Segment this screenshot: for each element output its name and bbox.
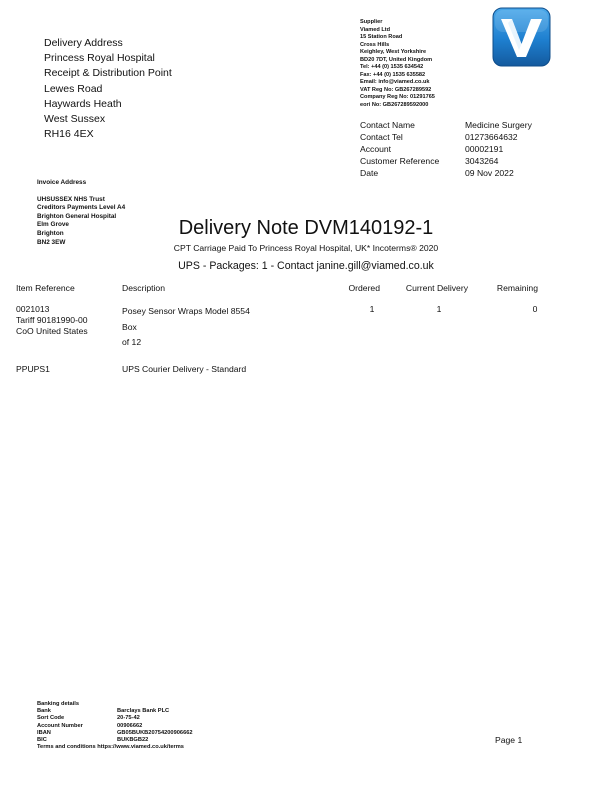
bank-row [37, 715, 193, 722]
detail-value: 00002191 [465, 144, 504, 155]
delivery-address-line: Receipt & Distribution Point [44, 67, 172, 80]
delivery-address-line: Lewes Road [44, 82, 103, 95]
delivery-address-line: RH16 4EX [44, 128, 94, 141]
header-description: Description [122, 283, 165, 293]
bank-value: BUKBGB22 [117, 737, 149, 744]
invoice-address-line: Brighton General Hospital [37, 212, 117, 220]
delivery-address-line: Haywards Heath [44, 97, 122, 110]
supplier-line: eori No: GB267289592000 [360, 102, 429, 109]
bank-key: Bank [37, 708, 51, 715]
supplier-line: Tel: +44 (0) 1535 634542 [360, 64, 424, 71]
header-item-reference: Item Reference [16, 283, 75, 293]
detail-row [360, 155, 532, 167]
description-line: Box [122, 321, 137, 332]
description-line: Posey Sensor Wraps Model 8554 [122, 306, 250, 316]
bank-key: BIC [37, 737, 47, 744]
delivery-address-line: West Sussex [44, 113, 106, 126]
item-tariff: Tariff 90181990-00 [16, 315, 88, 326]
bank-row [37, 730, 193, 737]
supplier-line: Fax: +44 (0) 1535 635582 [360, 71, 426, 78]
header-remaining: Remaining [496, 283, 538, 293]
detail-key: Date [360, 168, 379, 179]
bank-row [37, 723, 193, 730]
supplier-line: Supplier [360, 19, 383, 25]
banking-details [37, 701, 193, 751]
supplier-line: Company Reg No: 01291765 [360, 94, 435, 101]
invoice-address-label: Invoice Address [37, 179, 87, 186]
item-reference: PPUPS1 [16, 364, 50, 374]
remaining-value: 0 [532, 304, 538, 314]
incoterms-line: CPT Carriage Paid To Princess Royal Hospital, UK* Incoterms® 2020 [173, 243, 439, 253]
viamed-logo-icon [492, 7, 551, 67]
bank-value: Barclays Bank PLC [117, 708, 170, 715]
delivery-address [44, 36, 172, 142]
supplier-block [360, 19, 435, 110]
supplier-line: Email: info@viamed.co.uk [360, 79, 430, 86]
detail-key: Contact Tel [360, 132, 403, 143]
invoice-address-line: UHSUSSEX NHS Trust [37, 195, 105, 203]
supplier-line: VAT Reg No: GB267289592 [360, 86, 432, 93]
bank-key: IBAN [37, 729, 51, 736]
current-delivery-value: 1 [436, 304, 442, 314]
bank-row [37, 708, 193, 715]
header-ordered: Ordered [348, 283, 380, 293]
terms-link[interactable]: Terms and conditions https://www.viamed.co.uk/terms [37, 744, 184, 751]
item-origin: CoO United States [16, 326, 88, 337]
bank-key: Account Number [37, 722, 83, 729]
bank-value: 20-75-42 [117, 715, 140, 722]
detail-value: 3043264 [465, 156, 499, 167]
table-row-description [122, 304, 250, 351]
detail-key: Account [360, 144, 392, 155]
page-number: Page 1 [495, 735, 523, 745]
invoice-address-line: BN2 3EW [37, 238, 66, 246]
bank-row [37, 737, 193, 744]
banking-label: Banking details [37, 701, 80, 707]
detail-value: 01273664632 [465, 132, 518, 143]
detail-value: 09 Nov 2022 [465, 168, 514, 179]
detail-row [360, 119, 532, 131]
delivery-address-line: Princess Royal Hospital [44, 52, 155, 65]
supplier-line: Cross Hills [360, 41, 390, 48]
invoice-address-line: Creditors Payments Level A4 [37, 204, 126, 212]
detail-value: Medicine Surgery [465, 120, 532, 130]
detail-row [360, 167, 532, 179]
description-line: UPS Courier Delivery - Standard [122, 364, 247, 374]
detail-key: Contact Name [360, 120, 415, 130]
invoice-address-line: Brighton [37, 229, 64, 237]
supplier-line: Keighley, West Yorkshire [360, 49, 427, 56]
delivery-address-line: Delivery Address [44, 37, 123, 49]
description-line: of 12 [122, 337, 142, 347]
document-title: Delivery Note DVM140192-1 [178, 217, 434, 239]
supplier-line: 15 Station Road [360, 34, 403, 41]
shipping-contact-line: UPS - Packages: 1 - Contact janine.gill@viamed.co.uk [178, 260, 434, 272]
supplier-line: BD20 7DT, United Kingdom [360, 56, 433, 63]
bank-value: 00906662 [117, 722, 143, 729]
bank-key: Sort Code [37, 715, 65, 722]
ordered-value: 1 [369, 304, 375, 314]
bank-value: GB05BUKB20754200906662 [117, 729, 193, 736]
invoice-address-line: Elm Grove [37, 221, 69, 229]
contact-details [360, 119, 532, 179]
detail-row [360, 131, 532, 143]
header-current-delivery: Current Delivery [405, 283, 468, 293]
item-reference: 0021013 [16, 304, 50, 314]
viamed-logo-graphic [492, 7, 551, 67]
table-row-item [16, 304, 88, 338]
supplier-line: Viamed Ltd [360, 26, 391, 33]
detail-key: Customer Reference [360, 156, 440, 167]
detail-row [360, 143, 532, 155]
